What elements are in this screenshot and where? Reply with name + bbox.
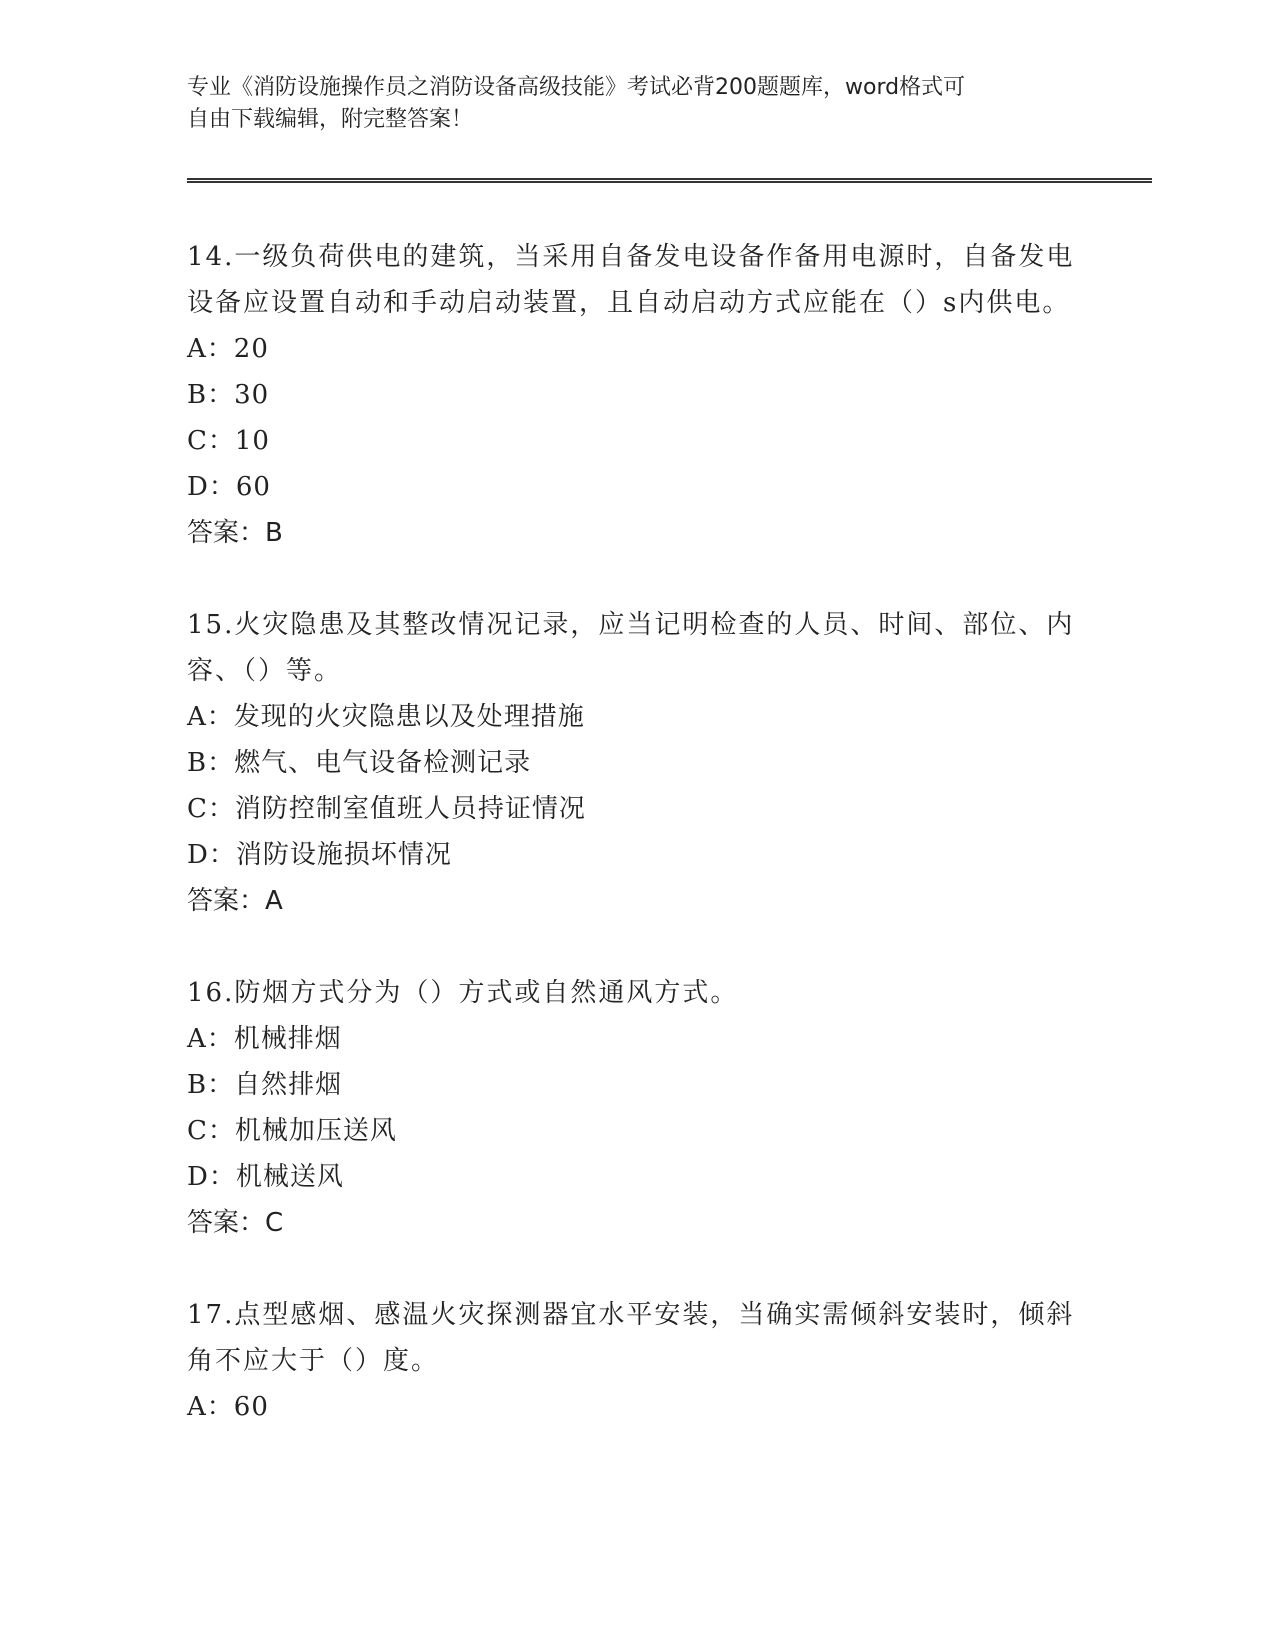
option-c: C：消防控制室值班人员持证情况 [187, 794, 586, 824]
question-14 [187, 234, 1077, 556]
option-c: C：10 [187, 426, 270, 456]
option-c: C：机械加压送风 [187, 1116, 397, 1146]
option-d: D：机械送风 [187, 1162, 344, 1192]
option-b: B：燃气、电气设备检测记录 [187, 748, 532, 778]
header-line-1: 专业《消防设施操作员之消防设备高级技能》考试必背200题题库，word格式可 [187, 75, 966, 100]
question-text: 15.火灾隐患及其整改情况记录，应当记明检查的人员、时间、部位、内容、（）等。 [187, 610, 1075, 686]
option-a: A：20 [187, 334, 269, 364]
question-text: 17.点型感烟、感温火灾探测器宜水平安装，当确实需倾斜安装时，倾斜角不应大于（）度。 [187, 1300, 1075, 1376]
question-17 [187, 1292, 1077, 1430]
option-b: B：30 [187, 380, 270, 410]
option-a: A：发现的火灾隐患以及处理措施 [187, 702, 585, 732]
option-d: D：60 [187, 472, 271, 502]
document-header [187, 72, 1087, 136]
answer-line: 答案：A [187, 886, 283, 916]
answer-line: 答案：C [187, 1208, 284, 1238]
question-15 [187, 602, 1077, 924]
question-text: 16.防烟方式分为（）方式或自然通风方式。 [187, 978, 739, 1008]
option-b: B：自然排烟 [187, 1070, 343, 1100]
answer-line: 答案：B [187, 518, 283, 548]
question-list [187, 234, 1077, 1476]
option-a: A：60 [187, 1392, 269, 1422]
question-16 [187, 970, 1077, 1246]
header-divider [187, 178, 1152, 183]
option-d: D：消防设施损坏情况 [187, 840, 452, 870]
header-line-2: 自由下载编辑，附完整答案！ [187, 107, 474, 132]
question-text: 14.一级负荷供电的建筑，当采用自备发电设备作备用电源时，自备发电设备应设置自动和手动启动装置，且自动启动方式应能在（）s内供电。 [187, 242, 1075, 318]
option-a: A：机械排烟 [187, 1024, 342, 1054]
